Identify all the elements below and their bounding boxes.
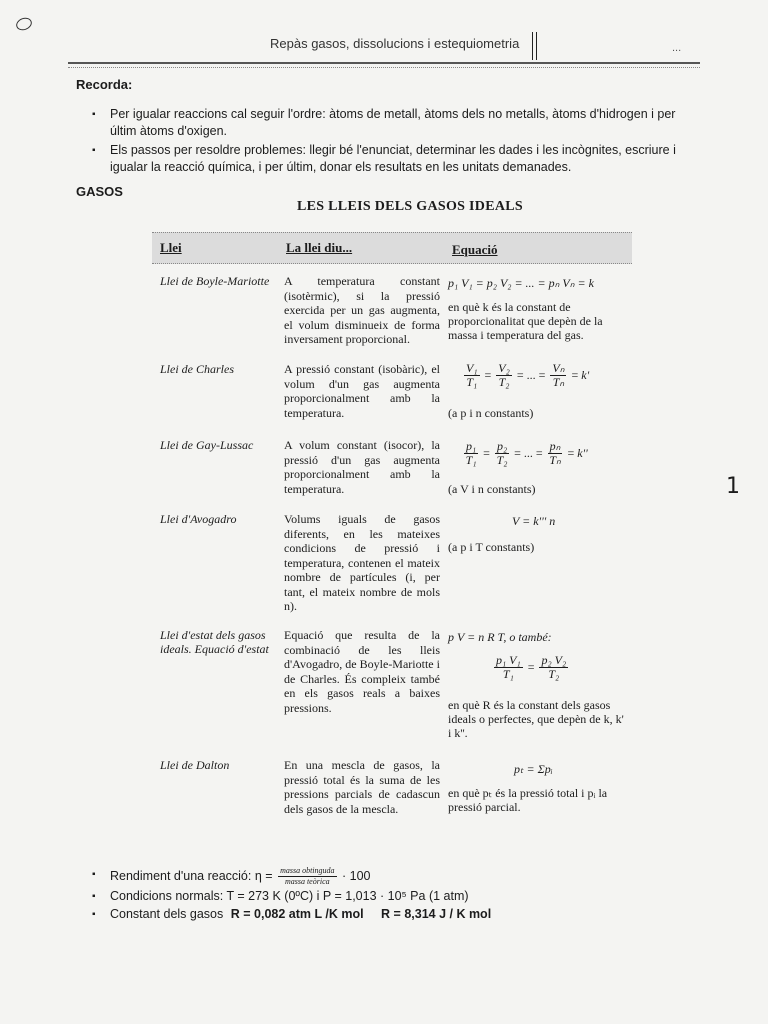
law-description: Equació que resulta de la combinació de les lleis d'Avogadro, de Boyle-Mariotte i de Charles. És compleix també en els gasos reals a baixes pressions. xyxy=(284,628,440,715)
law-equation: $\frac{\text{p₁}}{\text{T₁}}$ = $\frac{\text{p₂}}{\text{T₂}}$ = ... = $\frac{\text{pₙ}}{\text{Tₙ}}$ = k'' xyxy=(465,439,588,467)
list-item: ▪ Constant dels gasos R = 0,082 atm L /K mol R = 8,314 J / K mol xyxy=(92,906,712,923)
law-name: Llei de Dalton xyxy=(160,758,230,772)
table-title: LES LLEIS DELS GASOS IDEALS xyxy=(297,199,523,214)
page-header-title: Repàs gasos, dissolucions i estequiometria xyxy=(270,36,520,51)
law-equation: p₁ V₁ = p₂ V₂ = ... = pₙ Vₙ = k xyxy=(448,276,594,290)
list-item: ▪ Rendiment d'una reacció: η = massa obtinguda massa teòrica · 100 xyxy=(92,866,712,887)
law-description: A temperatura constant (isotèrmic), si la pressió exercida per un gas augmenta, el volum disminueix de forma inversament proporcional. xyxy=(284,274,440,346)
law-name: Llei de Gay-Lussac xyxy=(160,438,254,452)
law-description: A pressió constant (isobàric), el volum d'un gas augmenta proporcionalment amb la temperatura. xyxy=(284,362,440,420)
recorda-title: Recorda: xyxy=(76,77,133,92)
list-item: ▪ Condicions normals: T = 273 K (0ºC) i P = 1,013 · 10⁵ Pa (1 atm) xyxy=(92,888,712,905)
law-note: en què k és la constant de proporcionalitat que depèn de la massa i temperatura del gas. xyxy=(448,300,603,342)
law-description: Volums iguals de gasos diferents, en les mateixes condicions de pressió i temperatura, contenen el mateix nombre de partícules (i, per tant, el mateix nombre de mols n). xyxy=(284,512,440,613)
law-equation: pₜ = Σpᵢ xyxy=(514,762,553,776)
law-equation: $\frac{\text{V₁}}{\text{T₁}}$ = $\frac{\text{V₂}}{\text{T₂}}$ = ... = $\frac{\text{Vₙ}}{\text{Tₙ}}$ = k' xyxy=(466,361,590,389)
summary-list xyxy=(92,866,712,924)
law-equation: p V = n R T, o també: xyxy=(448,630,552,644)
header-la-llei-diu: La llei diu... xyxy=(286,240,353,255)
header-rule xyxy=(68,62,700,68)
list-item: ▪ Els passos per resoldre problemes: llegir bé l'enunciat, determinar les dades i les incògnites, escriure i igualar la reacció química, i per últim, donar els resultats en les unitats demanades. xyxy=(92,142,700,176)
section-title: GASOS xyxy=(76,184,123,199)
law-description: A volum constant (isocor), la pressió d'un gas augmenta proporcionalment amb la temperatura. xyxy=(284,438,440,496)
corner-scribble xyxy=(14,16,33,33)
law-name: Llei de Boyle-Mariotte xyxy=(160,274,270,288)
law-equation: V = k''' n xyxy=(512,514,556,528)
law-note: en què R és la constant dels gasos ideals o perfectes, que depèn de k, k' i k''. xyxy=(448,698,624,740)
header-dots: ... xyxy=(672,42,682,54)
law-equation-fraction: $\frac{\text{p₁ V₁}}{\text{T₁}}$ = $\frac{\text{p₂ V₂}}{\text{T₂}}$ xyxy=(496,653,567,681)
table-header xyxy=(152,232,632,264)
law-description: En una mescla de gasos, la pressió total és la suma de les pressions parcials de cadascun dels gasos de la mescla. xyxy=(284,758,440,816)
header-bar xyxy=(532,32,537,60)
law-note: (a p i T constants) xyxy=(448,540,535,554)
law-name: Llei de Charles xyxy=(160,362,234,376)
margin-mark: 1 xyxy=(726,474,740,499)
list-item: ▪ Per igualar reaccions cal seguir l'ordre: àtoms de metall, àtoms dels no metalls, àtoms d'hidrogen i per últim àtoms d'oxigen. xyxy=(92,106,700,140)
law-name: Llei d'estat dels gasos ideals. Equació d'estat xyxy=(160,628,269,656)
law-note: (a p i n constants) xyxy=(448,406,534,420)
law-name: Llei d'Avogadro xyxy=(160,512,237,526)
law-note: en què pₜ és la pressió total i pᵢ la pressió parcial. xyxy=(448,786,608,814)
header-equacio: Equació xyxy=(452,242,498,257)
recorda-list xyxy=(92,106,700,178)
header-llei: Llei xyxy=(160,240,182,255)
law-note: (a V i n constants) xyxy=(448,482,536,496)
